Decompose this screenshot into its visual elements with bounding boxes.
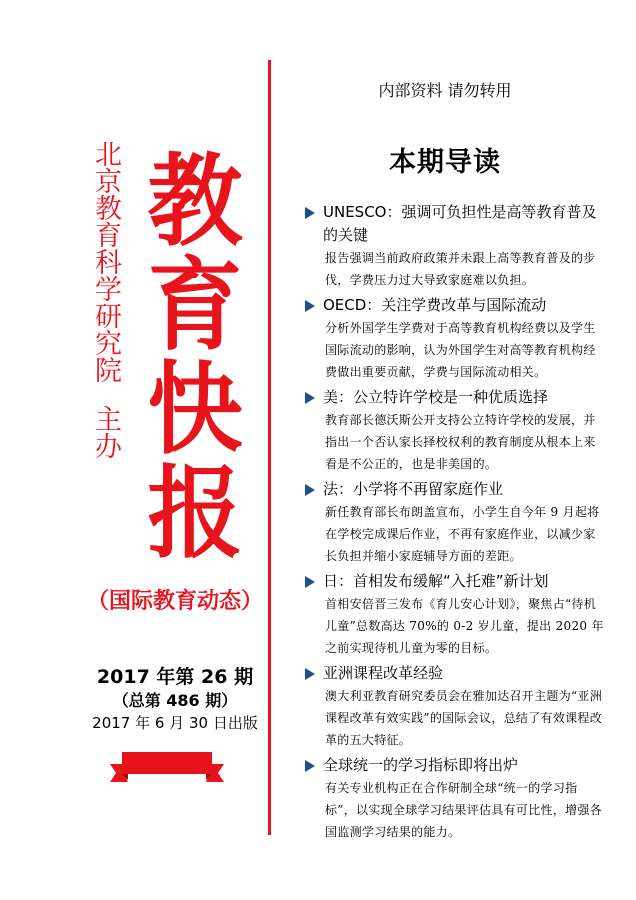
toc-item xyxy=(305,662,605,751)
masthead-char: 快 xyxy=(147,351,243,468)
subtitle: （国际教育动态） xyxy=(86,589,263,614)
publish-date: 2017 年 6 月 30 日出版 xyxy=(92,714,258,732)
toc-item xyxy=(305,201,605,291)
toc-item-desc: 教育部长德沃斯公开支持公立特许学校的发展，并指出一个否认家长择校权利的教育制度从根本上来看是不公正的，也是非美国的。 xyxy=(325,413,596,471)
total-issue-number: （总第 486 期） xyxy=(112,691,238,710)
toc-item-title: UNESCO：强调可负担性是高等教育普及的关键 xyxy=(323,203,597,244)
toc-item xyxy=(305,386,605,475)
toc-item-title: OECD：关注学费改革与国际流动 xyxy=(323,296,547,314)
toc-item-desc: 分析外国学生学费对于高等教育机构经费以及学生国际流动的影响，认为外国学生对高等教育机构经费做出重要贡献，学费与国际流动相关。 xyxy=(325,321,596,379)
triangle-bullet-icon xyxy=(305,668,315,680)
triangle-bullet-icon xyxy=(305,392,315,404)
issue-number: 2017 年第 26 期 xyxy=(96,666,254,688)
masthead-char: 教 xyxy=(147,143,243,260)
toc-item-title: 全球统一的学习指标即将出炉 xyxy=(323,756,519,774)
toc-item-title: 日：首相发布缓解“入托难”新计划 xyxy=(323,572,549,590)
toc-title: 本期导读 xyxy=(389,147,501,178)
triangle-bullet-icon xyxy=(305,576,315,588)
toc-list xyxy=(305,201,605,846)
toc-item xyxy=(305,478,605,567)
toc-item-desc: 首相安倍晋三发布《育儿安心计划》，聚焦占“待机儿童”总数高达 70%的 0-2 岁儿童，提出 2020 年之前实现待机儿童为零的目标。 xyxy=(325,597,604,655)
toc-item-title: 法：小学将不再留家庭作业 xyxy=(323,480,504,498)
divider-line xyxy=(268,60,271,835)
triangle-bullet-icon xyxy=(305,760,315,772)
sponsor-org: 北京教育科学研究院 xyxy=(90,140,121,383)
sponsor-line xyxy=(84,140,124,459)
toc-item xyxy=(305,570,605,659)
ribbon-banner-decoration xyxy=(110,748,224,790)
toc-item-title: 美：公立特许学校是一种优质选择 xyxy=(323,388,549,406)
triangle-bullet-icon xyxy=(305,207,315,219)
sponsor-role: 主办 xyxy=(90,405,121,459)
toc-item-title: 亚洲课程改革经验 xyxy=(323,664,444,682)
toc-item xyxy=(305,294,605,383)
toc-item xyxy=(305,754,605,843)
masthead-char: 报 xyxy=(147,455,243,572)
toc-item-desc: 报告强调当前政府政策并未跟上高等教育普及的步伐，学费压力过大导致家庭难以负担。 xyxy=(325,251,596,287)
triangle-bullet-icon xyxy=(305,300,315,312)
masthead-title xyxy=(130,143,260,572)
internal-notice: 内部资料 请勿转用 xyxy=(378,81,512,100)
toc-item-desc: 有关专业机构正在合作研制全球“统一的学习指标”，以实现全球学习结果评估具有可比性，增强各国监测学习结果的能力。 xyxy=(325,781,603,839)
masthead-char: 育 xyxy=(147,247,243,364)
triangle-bullet-icon xyxy=(305,484,315,496)
toc-item-desc: 澳大利亚教育研究委员会在雅加达召开主题为“亚洲课程改革有效实践”的国际会议，总结了有效课程改革的五大特征。 xyxy=(325,689,603,747)
toc-item-desc: 新任教育部长布朗盖宣布，小学生自今年 9 月起将在学校完成课后作业，不再有家庭作业，以减少家长负担并缩小家庭辅导方面的差距。 xyxy=(325,505,600,563)
